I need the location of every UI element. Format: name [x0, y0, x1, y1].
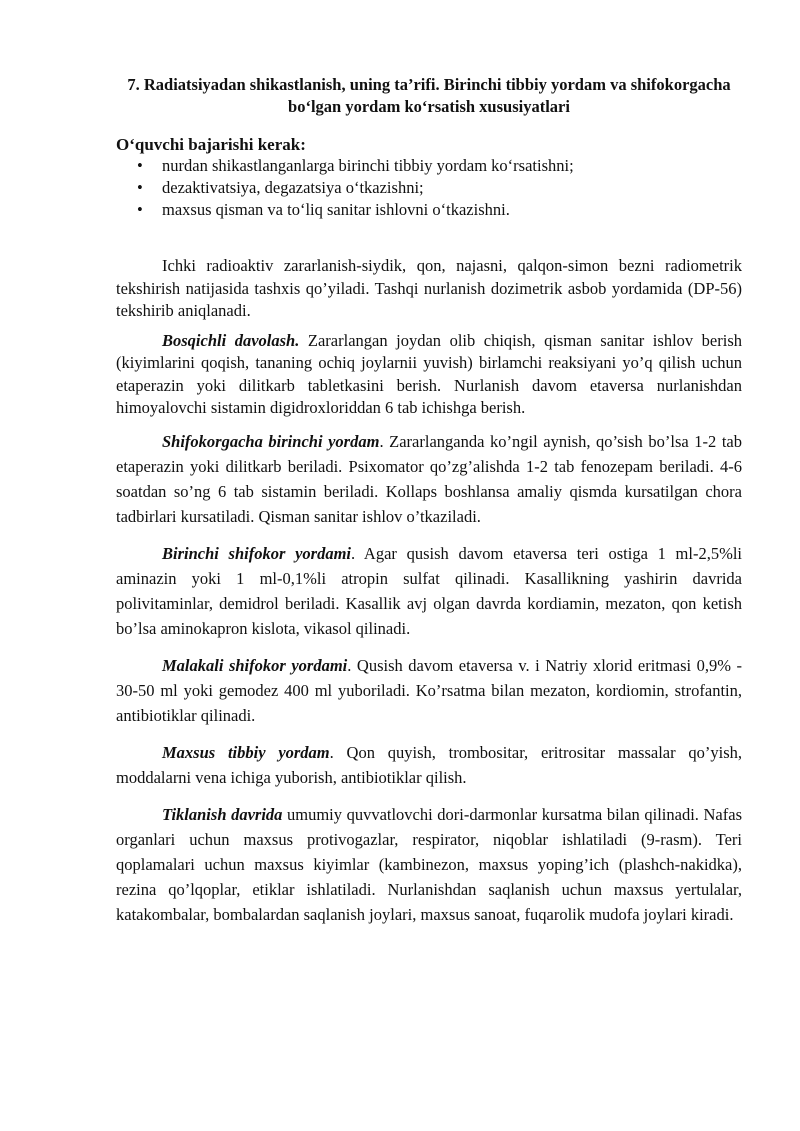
paragraph-recovery [116, 802, 742, 927]
page-title: 7. Radiatsiyadan shikastlanish, uning ta’rifi. Birinchi tibbiy yordam va shifokorgacha bo‘lgan yordam ko‘rsatish xususiyatlari [127, 75, 731, 116]
bullet-icon: • [137, 156, 143, 175]
task-text: dezaktivatsiya, degazatsiya o‘tkazishni; [162, 178, 424, 197]
task-text: nurdan shikastlanganlarga birinchi tibbiy yordam ko‘rsatishni; [162, 156, 574, 175]
document-page [116, 74, 742, 927]
paragraph-text: . Qusish davom etaversa v. i Natriy xlorid eritmasi 0,9% - 30-50 ml yoki gemodez 400 ml yuboriladi. Ko’rsatma bilan mezaton, kordiomin, strofantin, antibiotiklar qilinadi. [116, 655, 743, 725]
task-item [116, 199, 742, 221]
paragraph-diagnosis [116, 255, 742, 323]
paragraph-lead: Birinchi shifokor yordami [162, 543, 352, 563]
paragraph-lead: Shifokorgacha birinchi yordam [162, 431, 380, 451]
task-heading: O‘quvchi bajarishi kerak: [116, 135, 306, 154]
paragraph-text: Zararlangan joydan olib chiqish, qisman sanitar ishlov berish (kiyimlarini qoqish, tananing ochiq joylarnii yuvish) birlamchi reaksiyani yo’q qilish uchun etaperazin yoki dilitkarb tabletkasini berish. Nurlanish davom etaversa nurlanishdan himoyalovchi sistamin digidroxloriddan 6 tab ichishga berish. [116, 330, 743, 417]
paragraph-text: Ichki radioaktiv zararlanish-siydik, qon, najasni, qalqon-simon bezni radiometrik tekshirish natijasida tashxis qo’yiladi. Tashqi nurlanish dozimetrik asbob yordamida (DP-56) tekshirib aniqlanadi. [116, 256, 742, 320]
task-text: maxsus qisman va to‘liq sanitar ishlovni o‘tkazishni. [162, 200, 510, 219]
paragraph-staged-treatment [116, 330, 742, 420]
task-item [116, 155, 742, 177]
paragraph-prehospital-aid [116, 429, 742, 529]
task-item [116, 177, 742, 199]
bullet-icon: • [137, 178, 143, 197]
paragraph-lead: Maxsus tibbiy yordam [162, 742, 330, 762]
paragraph-first-doctor-aid [116, 541, 742, 641]
paragraph-lead: Malakali shifokor yordami [162, 655, 348, 675]
paragraph-special-aid [116, 740, 742, 790]
paragraph-text: . Qon quyish, trombositar, eritrositar massalar qo’yish, moddalarni vena ichiga yuborish, antibiotiklar qilish. [116, 742, 742, 787]
paragraph-text: . Zararlanganda ko’ngil aynish, qo’sish bo’lsa 1-2 tab etaperazin yoki dilitkarb beriladi. Psixomator qo’zg’alishda 1-2 tab fenozepam beriladi. 4-6 soatdan so’ng 6 tab sistamin beriladi. Kollaps boshlansa amaliy qismda kursatilgan chora tadbirlari kursatiladi. Qisman sanitar ishlov o’tkaziladi. [116, 431, 742, 526]
bullet-icon: • [137, 200, 143, 219]
paragraph-lead: Bosqichli davolash. [162, 330, 300, 350]
task-list [116, 155, 742, 221]
paragraph-qualified-aid [116, 653, 742, 728]
paragraph-text: . Agar qusish davom etaversa teri ostiga 1 ml-2,5%li aminazin yoki 1 ml-0,1%li atropin sulfat qilinadi. Kasallikning yashirin davrida polivitaminlar, demidrol beriladi. Kasallik avj olgan davrda kordiamin, mezaton, qon ketish bo’lsa aminokapron kislota, vikasol qilinadi. [116, 543, 742, 638]
paragraph-text: umumiy quvvatlovchi dori-darmonlar kursatma bilan qilinadi. Nafas organlari uchun maxsus protivogazlar, respirator, niqoblar ishlatiladi (9-rasm). Teri qoplamalari uchun maxsus kiyimlar (kambinezon, maxsus yoping’ich (plashch-nakidka), rezina qo’lqoplar, etiklar ishlatiladi. Nurlanishdan saqlanish uchun maxsus yertulalar, katakombalar, bombalardan saqlanish joylari, maxsus sanoat, fuqarolik mudofa joylari kiradi. [116, 804, 742, 924]
paragraph-lead: Tiklanish davrida [162, 804, 283, 824]
